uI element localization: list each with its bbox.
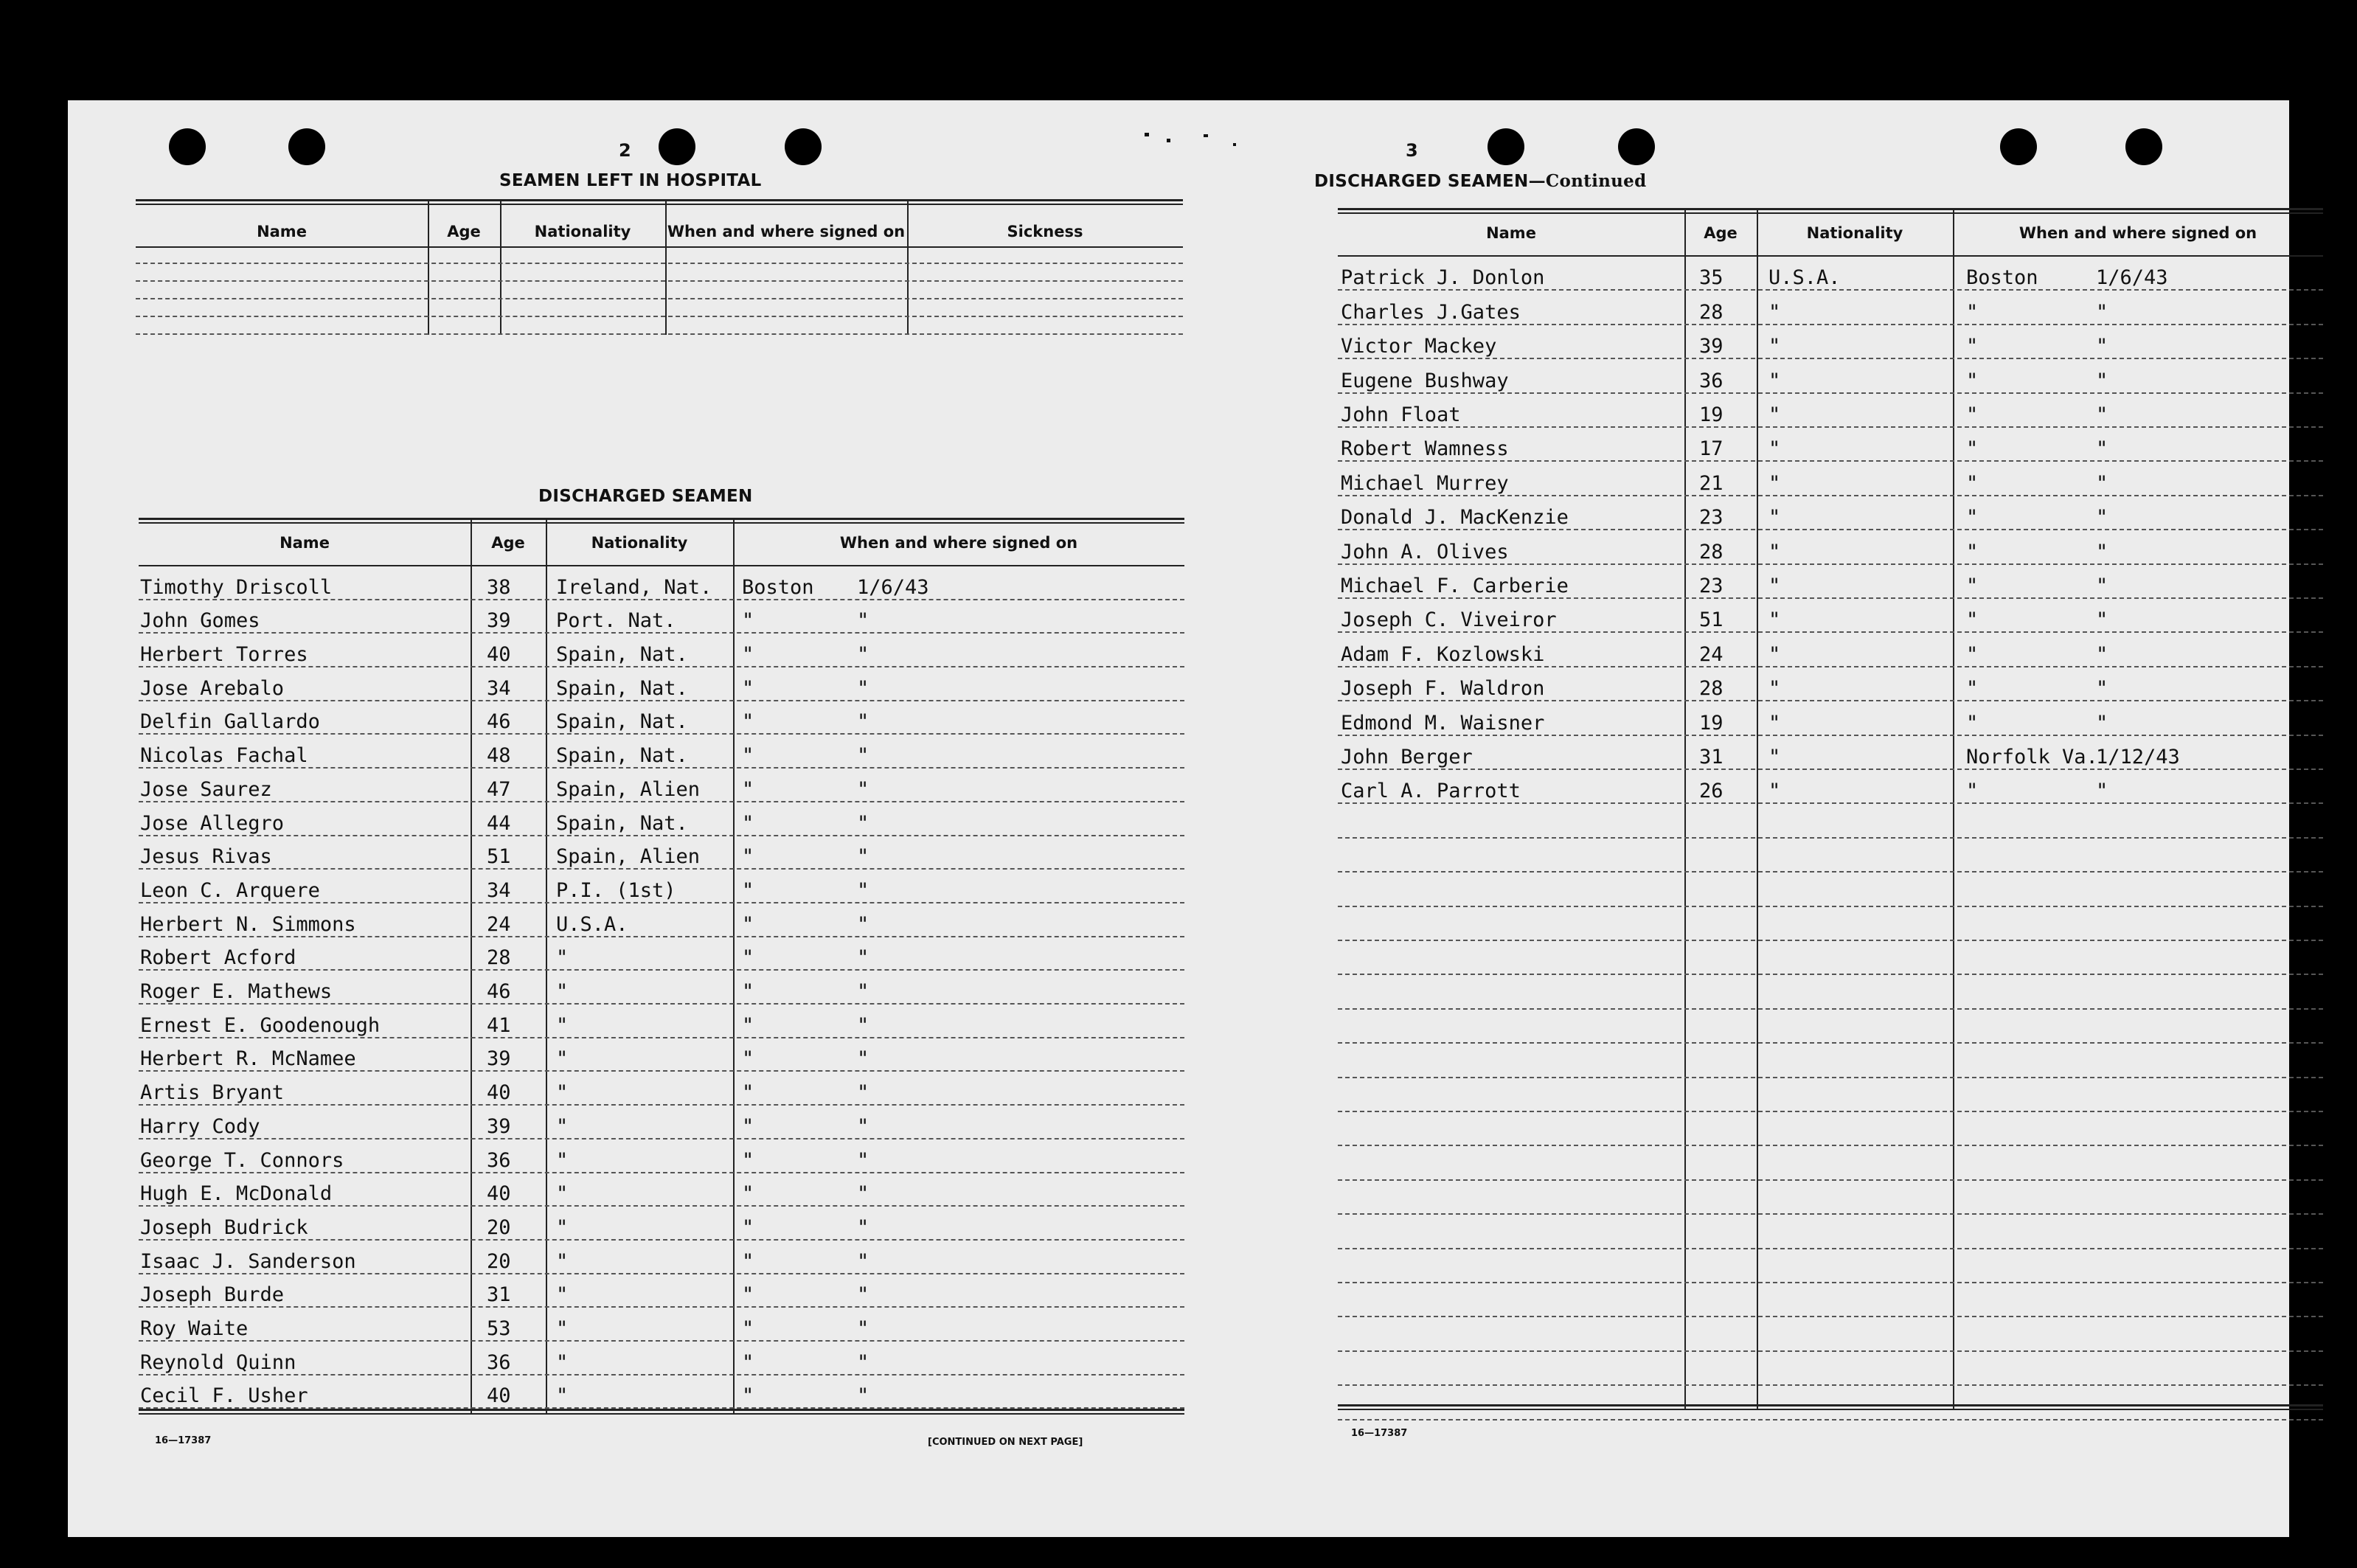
age-cell: 36 bbox=[487, 1148, 511, 1172]
signed-on-date-cell: " bbox=[857, 1148, 869, 1172]
name-cell: Roy Waite bbox=[140, 1317, 249, 1341]
name-cell: Herbert N. Simmons bbox=[140, 912, 356, 936]
signed-on-place-cell: " bbox=[742, 912, 754, 936]
signed-on-date-cell: " bbox=[857, 1182, 869, 1206]
nationality-cell: " bbox=[1768, 642, 1781, 666]
age-cell: 28 bbox=[487, 946, 511, 970]
table-row bbox=[1338, 428, 2323, 462]
name-cell: Adam F. Kozlowski bbox=[1341, 642, 1545, 666]
table-row bbox=[139, 735, 1184, 769]
nationality-cell: " bbox=[1768, 506, 1781, 530]
signed-on-place-cell: " bbox=[742, 609, 754, 633]
signed-on-date-cell: 1/6/43 bbox=[857, 575, 929, 599]
nationality-cell: " bbox=[556, 1249, 569, 1273]
title-suffix: —Continued bbox=[1528, 171, 1647, 191]
nationality-cell: " bbox=[1768, 403, 1781, 426]
signed-on-place-cell: " bbox=[742, 946, 754, 970]
signed-on-place-cell: " bbox=[1966, 711, 1979, 735]
signed-on-date-cell: " bbox=[857, 1047, 869, 1071]
name-cell: Leon C. Arquere bbox=[140, 878, 320, 902]
page-number: 3 bbox=[1406, 140, 1418, 161]
table-row bbox=[139, 701, 1184, 735]
signed-on-place-cell: " bbox=[742, 710, 754, 734]
age-cell: 36 bbox=[487, 1350, 511, 1374]
table-row bbox=[1338, 770, 2323, 804]
signed-on-place-cell: " bbox=[742, 1283, 754, 1307]
signed-on-place-cell: Boston bbox=[1966, 266, 2038, 290]
signed-on-date-cell: " bbox=[857, 1249, 869, 1273]
table-row bbox=[1338, 359, 2323, 393]
age-cell: 48 bbox=[487, 744, 511, 768]
table-row bbox=[1338, 257, 2323, 291]
signed-on-date-cell: " bbox=[2096, 403, 2108, 426]
nationality-cell: " bbox=[1768, 471, 1781, 495]
table-row bbox=[139, 1005, 1184, 1038]
age-cell: 47 bbox=[487, 777, 511, 801]
name-cell: John Float bbox=[1341, 403, 1461, 426]
column-header: Age bbox=[1704, 224, 1738, 242]
nationality-cell: " bbox=[1768, 608, 1781, 632]
nationality-cell: " bbox=[1768, 369, 1781, 392]
table-row bbox=[1338, 1283, 2323, 1317]
table-row bbox=[1338, 839, 2323, 873]
nationality-cell: " bbox=[556, 1081, 569, 1105]
table-row bbox=[1338, 633, 2323, 667]
signed-on-date-cell: " bbox=[2096, 300, 2108, 324]
signed-on-place-cell: " bbox=[742, 643, 754, 667]
hospital-section-title: SEAMEN LEFT IN HOSPITAL bbox=[499, 171, 762, 190]
signed-on-date-cell: " bbox=[857, 777, 869, 801]
nationality-cell: " bbox=[556, 1384, 569, 1408]
table-row bbox=[1338, 530, 2323, 564]
age-cell: 34 bbox=[487, 676, 511, 700]
signed-on-date-cell: " bbox=[2096, 369, 2108, 392]
signed-on-date-cell: " bbox=[857, 1215, 869, 1239]
signed-on-place-cell: " bbox=[742, 1215, 754, 1239]
name-cell: Victor Mackey bbox=[1341, 335, 1497, 358]
signed-on-date-cell: " bbox=[2096, 540, 2108, 563]
column-header: Sickness bbox=[1007, 223, 1083, 240]
name-cell: Joseph Burde bbox=[140, 1283, 285, 1307]
left-page bbox=[68, 100, 1174, 1537]
age-cell: 40 bbox=[487, 1081, 511, 1105]
age-cell: 41 bbox=[487, 1013, 511, 1037]
nationality-cell: " bbox=[1768, 335, 1781, 358]
table-row bbox=[1338, 975, 2323, 1009]
table-row bbox=[139, 1173, 1184, 1207]
signed-on-place-cell: " bbox=[742, 878, 754, 902]
name-cell: Eugene Bushway bbox=[1341, 369, 1509, 392]
signed-on-date-cell: " bbox=[857, 946, 869, 970]
age-cell: 23 bbox=[1699, 506, 1724, 530]
table-row bbox=[1338, 1146, 2323, 1180]
signed-on-date-cell: 1/12/43 bbox=[2096, 745, 2180, 769]
right-page bbox=[1174, 100, 2289, 1537]
discharged-section-title: DISCHARGED SEAMEN bbox=[538, 487, 753, 506]
table-row bbox=[1338, 325, 2323, 359]
table-row bbox=[139, 1106, 1184, 1139]
table-row bbox=[1338, 565, 2323, 599]
table-row bbox=[1338, 1044, 2323, 1078]
age-cell: 39 bbox=[487, 609, 511, 633]
column-header: Nationality bbox=[591, 534, 688, 552]
table-row bbox=[139, 1139, 1184, 1173]
signed-on-date-cell: " bbox=[2096, 711, 2108, 735]
form-number: 16—17387 bbox=[155, 1435, 212, 1446]
signed-on-place-cell: " bbox=[1966, 506, 1979, 530]
age-cell: 38 bbox=[487, 575, 511, 599]
table-row bbox=[1338, 1215, 2323, 1249]
name-cell: Patrick J. Donlon bbox=[1341, 266, 1545, 290]
table-row bbox=[1338, 1386, 2323, 1420]
table-row bbox=[1338, 941, 2323, 975]
age-cell: 26 bbox=[1699, 780, 1724, 803]
signed-on-place-cell: " bbox=[742, 1047, 754, 1071]
title-main: DISCHARGED SEAMEN bbox=[1314, 172, 1529, 191]
age-cell: 19 bbox=[1699, 403, 1724, 426]
discharged-continued-title bbox=[1314, 171, 1646, 191]
table-row bbox=[139, 1241, 1184, 1274]
column-header: Nationality bbox=[1806, 224, 1903, 242]
table-row bbox=[1338, 394, 2323, 428]
age-cell: 28 bbox=[1699, 300, 1724, 324]
name-cell: Herbert Torres bbox=[140, 643, 308, 667]
signed-on-date-cell: " bbox=[857, 1013, 869, 1037]
age-cell: 35 bbox=[1699, 266, 1724, 290]
table-row bbox=[139, 769, 1184, 802]
name-cell: Nicolas Fachal bbox=[140, 744, 308, 768]
age-cell: 39 bbox=[487, 1114, 511, 1138]
signed-on-place-cell: " bbox=[1966, 403, 1979, 426]
table-row bbox=[1338, 1317, 2323, 1351]
page-number: 2 bbox=[619, 140, 631, 161]
nationality-cell: " bbox=[1768, 437, 1781, 461]
age-cell: 36 bbox=[1699, 369, 1724, 392]
signed-on-date-cell: " bbox=[2096, 437, 2108, 461]
age-cell: 34 bbox=[487, 878, 511, 902]
nationality-cell: " bbox=[1768, 574, 1781, 597]
column-header: When and where signed on bbox=[2018, 224, 2257, 242]
signed-on-place-cell: " bbox=[1966, 574, 1979, 597]
signed-on-date-cell: " bbox=[2096, 335, 2108, 358]
table-row bbox=[1338, 1352, 2323, 1386]
signed-on-date-cell: " bbox=[857, 1114, 869, 1138]
name-cell: Michael Murrey bbox=[1341, 471, 1509, 495]
signed-on-date-cell: " bbox=[857, 1384, 869, 1408]
signed-on-date-cell: " bbox=[857, 878, 869, 902]
nationality-cell: Spain, Nat. bbox=[556, 643, 688, 667]
signed-on-date-cell: " bbox=[857, 676, 869, 700]
column-header: Name bbox=[257, 223, 307, 240]
age-cell: 51 bbox=[1699, 608, 1724, 632]
age-cell: 20 bbox=[487, 1249, 511, 1273]
nationality-cell: " bbox=[556, 1114, 569, 1138]
signed-on-date-cell: " bbox=[857, 811, 869, 835]
nationality-cell: " bbox=[1768, 745, 1781, 769]
signed-on-place-cell: " bbox=[1966, 335, 1979, 358]
table-row bbox=[139, 903, 1184, 937]
document-scan bbox=[68, 100, 2289, 1537]
nationality-cell: P.I. (1st) bbox=[556, 878, 676, 902]
name-cell: Harry Cody bbox=[140, 1114, 260, 1138]
name-cell: Robert Wamness bbox=[1341, 437, 1509, 461]
age-cell: 28 bbox=[1699, 677, 1724, 701]
table-row bbox=[139, 1207, 1184, 1241]
signed-on-place-cell: " bbox=[742, 1114, 754, 1138]
signed-on-date-cell: " bbox=[2096, 677, 2108, 701]
column-header: Nationality bbox=[534, 223, 631, 240]
signed-on-place-cell: " bbox=[742, 845, 754, 869]
table-row bbox=[1338, 1181, 2323, 1215]
signed-on-place-cell: " bbox=[742, 1182, 754, 1206]
table-row bbox=[1338, 599, 2323, 633]
age-cell: 40 bbox=[487, 1384, 511, 1408]
name-cell: Ernest E. Goodenough bbox=[140, 1013, 381, 1037]
nationality-cell: Ireland, Nat. bbox=[556, 575, 712, 599]
age-cell: 44 bbox=[487, 811, 511, 835]
name-cell: Joseph Budrick bbox=[140, 1215, 308, 1239]
signed-on-place-cell: " bbox=[742, 744, 754, 768]
signed-on-date-cell: 1/6/43 bbox=[2096, 266, 2168, 290]
age-cell: 21 bbox=[1699, 471, 1724, 495]
name-cell: John A. Olives bbox=[1341, 540, 1509, 563]
table-row bbox=[139, 1038, 1184, 1072]
table-row bbox=[1338, 291, 2323, 325]
nationality-cell: " bbox=[556, 1047, 569, 1071]
nationality-cell: Spain, Nat. bbox=[556, 710, 688, 734]
age-cell: 23 bbox=[1699, 574, 1724, 597]
nationality-cell: " bbox=[1768, 540, 1781, 563]
table-row bbox=[1338, 1249, 2323, 1283]
name-cell: Donald J. MacKenzie bbox=[1341, 506, 1569, 530]
signed-on-date-cell: " bbox=[2096, 506, 2108, 530]
column-header: Name bbox=[280, 534, 330, 552]
column-header: Age bbox=[447, 223, 481, 240]
nationality-cell: " bbox=[556, 980, 569, 1004]
signed-on-place-cell: " bbox=[1966, 540, 1979, 563]
table-row bbox=[139, 836, 1184, 870]
discharged-table bbox=[139, 518, 1184, 1415]
name-cell: Robert Acford bbox=[140, 946, 296, 970]
nationality-cell: " bbox=[556, 1013, 569, 1037]
nationality-cell: " bbox=[1768, 711, 1781, 735]
age-cell: 31 bbox=[1699, 745, 1724, 769]
form-number: 16—17387 bbox=[1351, 1428, 1408, 1439]
name-cell: Artis Bryant bbox=[140, 1081, 285, 1105]
name-cell: Isaac J. Sanderson bbox=[140, 1249, 356, 1273]
table-row bbox=[1338, 907, 2323, 941]
nationality-cell: " bbox=[1768, 780, 1781, 803]
signed-on-place-cell: " bbox=[1966, 677, 1979, 701]
signed-on-date-cell: " bbox=[857, 1317, 869, 1341]
table-row bbox=[1338, 496, 2323, 530]
age-cell: 17 bbox=[1699, 437, 1724, 461]
signed-on-place-cell: " bbox=[742, 777, 754, 801]
table-row bbox=[139, 937, 1184, 971]
signed-on-date-cell: " bbox=[857, 1081, 869, 1105]
name-cell: Michael F. Carberie bbox=[1341, 574, 1569, 597]
signed-on-date-cell: " bbox=[857, 1350, 869, 1374]
age-cell: 28 bbox=[1699, 540, 1724, 563]
table-row bbox=[139, 802, 1184, 836]
signed-on-date-cell: " bbox=[857, 643, 869, 667]
signed-on-place-cell: " bbox=[1966, 300, 1979, 324]
signed-on-date-cell: " bbox=[857, 710, 869, 734]
nationality-cell: " bbox=[1768, 300, 1781, 324]
signed-on-date-cell: " bbox=[857, 980, 869, 1004]
signed-on-place-cell: " bbox=[742, 1249, 754, 1273]
name-cell: Edmond M. Waisner bbox=[1341, 711, 1545, 735]
name-cell: Joseph F. Waldron bbox=[1341, 677, 1545, 701]
name-cell: Herbert R. McNamee bbox=[140, 1047, 356, 1071]
table-row bbox=[139, 1274, 1184, 1308]
hospital-table bbox=[136, 199, 1183, 335]
name-cell: George T. Connors bbox=[140, 1148, 344, 1172]
table-row bbox=[1338, 1078, 2323, 1112]
name-cell: Jesus Rivas bbox=[140, 845, 272, 869]
signed-on-date-cell: " bbox=[857, 744, 869, 768]
nationality-cell: U.S.A. bbox=[556, 912, 628, 936]
signed-on-date-cell: " bbox=[2096, 642, 2108, 666]
age-cell: 46 bbox=[487, 710, 511, 734]
signed-on-date-cell: " bbox=[2096, 574, 2108, 597]
table-row bbox=[139, 1308, 1184, 1342]
signed-on-place-cell: " bbox=[742, 1013, 754, 1037]
name-cell: Jose Saurez bbox=[140, 777, 272, 801]
age-cell: 31 bbox=[487, 1283, 511, 1307]
table-row bbox=[1338, 804, 2323, 838]
name-cell: Roger E. Mathews bbox=[140, 980, 333, 1004]
signed-on-date-cell: " bbox=[857, 609, 869, 633]
signed-on-place-cell: Norfolk Va. bbox=[1966, 745, 2098, 769]
nationality-cell: " bbox=[556, 1350, 569, 1374]
age-cell: 40 bbox=[487, 643, 511, 667]
signed-on-place-cell: " bbox=[1966, 437, 1979, 461]
nationality-cell: " bbox=[556, 1148, 569, 1172]
table-row bbox=[139, 870, 1184, 903]
name-cell: Delfin Gallardo bbox=[140, 710, 320, 734]
table-row bbox=[139, 1072, 1184, 1106]
age-cell: 20 bbox=[487, 1215, 511, 1239]
table-row bbox=[139, 1342, 1184, 1376]
name-cell: Carl A. Parrott bbox=[1341, 780, 1521, 803]
column-header: Name bbox=[1486, 224, 1536, 242]
nationality-cell: " bbox=[556, 1283, 569, 1307]
nationality-cell: " bbox=[1768, 677, 1781, 701]
table-row bbox=[139, 600, 1184, 634]
table-row bbox=[139, 634, 1184, 667]
age-cell: 51 bbox=[487, 845, 511, 869]
nationality-cell: " bbox=[556, 1215, 569, 1239]
column-header: When and where signed on bbox=[839, 534, 1078, 552]
age-cell: 39 bbox=[1699, 335, 1724, 358]
name-cell: Hugh E. McDonald bbox=[140, 1182, 333, 1206]
age-cell: 40 bbox=[487, 1182, 511, 1206]
column-header: Age bbox=[491, 534, 525, 552]
signed-on-date-cell: " bbox=[857, 1283, 869, 1307]
name-cell: Charles J.Gates bbox=[1341, 300, 1521, 324]
signed-on-place-cell: " bbox=[742, 1317, 754, 1341]
nationality-cell: Port. Nat. bbox=[556, 609, 676, 633]
signed-on-place-cell: " bbox=[1966, 369, 1979, 392]
nationality-cell: Spain, Nat. bbox=[556, 811, 688, 835]
signed-on-place-cell: " bbox=[742, 1350, 754, 1374]
name-cell: Jose Allegro bbox=[140, 811, 285, 835]
nationality-cell: U.S.A. bbox=[1768, 266, 1841, 290]
nationality-cell: " bbox=[556, 946, 569, 970]
table-row bbox=[1338, 667, 2323, 701]
name-cell: Reynold Quinn bbox=[140, 1350, 296, 1374]
age-cell: 24 bbox=[1699, 642, 1724, 666]
signed-on-date-cell: " bbox=[2096, 780, 2108, 803]
name-cell: John Berger bbox=[1341, 745, 1473, 769]
table-row bbox=[1338, 1112, 2323, 1146]
column-header: When and where signed on bbox=[667, 223, 906, 240]
signed-on-place-cell: " bbox=[742, 1081, 754, 1105]
table-row bbox=[1338, 462, 2323, 496]
continued-note: [CONTINUED ON NEXT PAGE] bbox=[928, 1437, 1083, 1448]
name-cell: Cecil F. Usher bbox=[140, 1384, 308, 1408]
signed-on-date-cell: " bbox=[857, 845, 869, 869]
nationality-cell: Spain, Nat. bbox=[556, 744, 688, 768]
signed-on-place-cell: " bbox=[1966, 642, 1979, 666]
table-row bbox=[139, 667, 1184, 701]
signed-on-place-cell: " bbox=[742, 1148, 754, 1172]
signed-on-place-cell: " bbox=[742, 1384, 754, 1408]
name-cell: Joseph C. Viveiror bbox=[1341, 608, 1557, 632]
signed-on-date-cell: " bbox=[2096, 471, 2108, 495]
signed-on-place-cell: " bbox=[1966, 471, 1979, 495]
table-row bbox=[1338, 1010, 2323, 1044]
nationality-cell: Spain, Alien bbox=[556, 845, 701, 869]
signed-on-place-cell: " bbox=[742, 980, 754, 1004]
name-cell: Timothy Driscoll bbox=[140, 575, 333, 599]
discharged-continued-table bbox=[1338, 208, 2323, 1410]
signed-on-place-cell: " bbox=[1966, 780, 1979, 803]
signed-on-place-cell: " bbox=[1966, 608, 1979, 632]
table-row bbox=[1338, 736, 2323, 770]
signed-on-place-cell: " bbox=[742, 811, 754, 835]
signed-on-place-cell: Boston bbox=[742, 575, 814, 599]
table-row bbox=[139, 971, 1184, 1005]
table-row bbox=[1338, 873, 2323, 906]
age-cell: 53 bbox=[487, 1317, 511, 1341]
nationality-cell: " bbox=[556, 1317, 569, 1341]
signed-on-date-cell: " bbox=[2096, 608, 2108, 632]
age-cell: 19 bbox=[1699, 711, 1724, 735]
nationality-cell: Spain, Nat. bbox=[556, 676, 688, 700]
table-row bbox=[139, 566, 1184, 600]
table-row bbox=[139, 1376, 1184, 1409]
signed-on-place-cell: " bbox=[742, 676, 754, 700]
age-cell: 39 bbox=[487, 1047, 511, 1071]
name-cell: Jose Arebalo bbox=[140, 676, 285, 700]
name-cell: John Gomes bbox=[140, 609, 260, 633]
table-row bbox=[1338, 701, 2323, 735]
signed-on-date-cell: " bbox=[857, 912, 869, 936]
nationality-cell: Spain, Alien bbox=[556, 777, 701, 801]
nationality-cell: " bbox=[556, 1182, 569, 1206]
age-cell: 46 bbox=[487, 980, 511, 1004]
age-cell: 24 bbox=[487, 912, 511, 936]
